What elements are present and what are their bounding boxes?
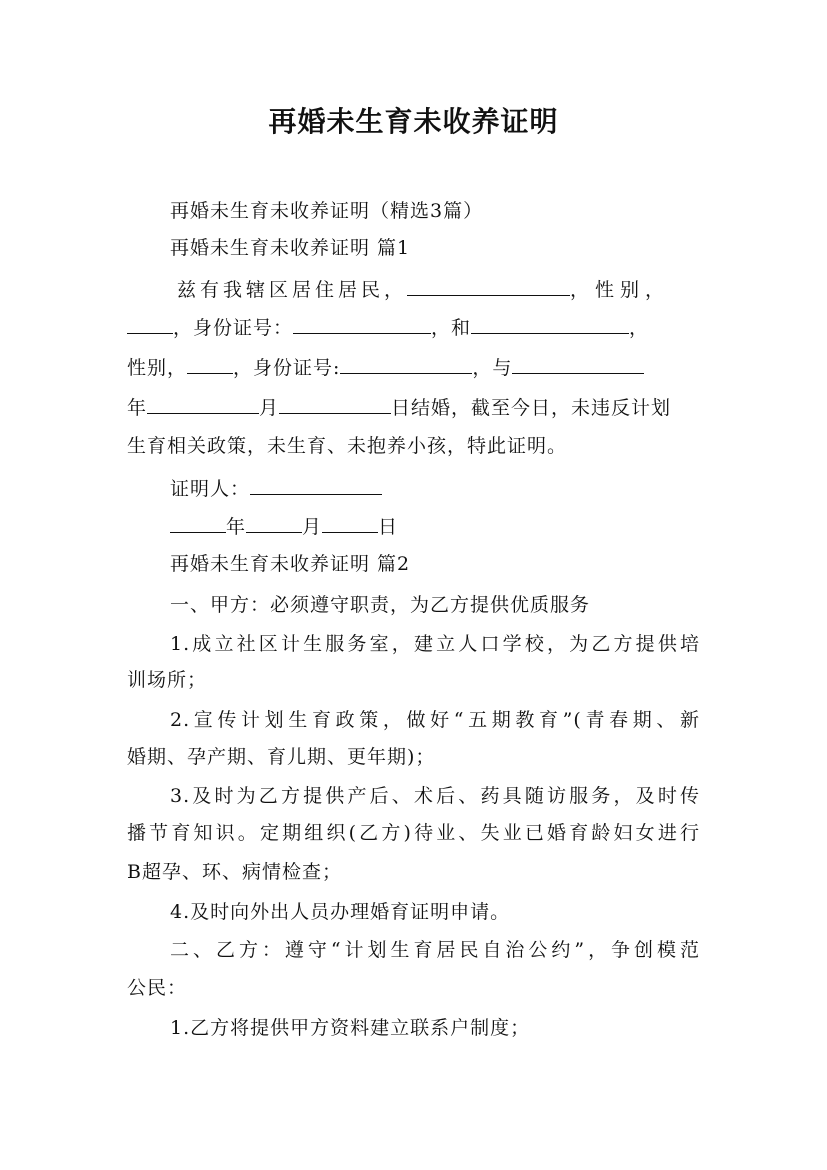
date-text: 日 <box>378 516 399 538</box>
fill-blank-id-number <box>340 351 472 374</box>
paragraph-line: 1.乙方将提供甲方资料建立联系户制度； <box>170 1017 531 1039</box>
paragraph-line <box>177 273 707 305</box>
paragraph-line: 二、乙方：遵守“计划生育居民自治公约”，争创模范 <box>170 939 700 961</box>
paragraph-line <box>127 351 707 383</box>
fill-blank-id-number <box>293 311 431 334</box>
fill-blank-day <box>322 510 378 533</box>
paragraph-line <box>127 391 707 423</box>
fill-blank-month <box>246 510 302 533</box>
fill-blank-gender <box>187 351 233 374</box>
fill-blank-gender <box>127 311 173 334</box>
paragraph-line: 训场所； <box>127 669 208 691</box>
date-line <box>170 510 710 542</box>
paragraph-line: B超孕、环、病情检查； <box>127 861 342 883</box>
fill-blank-year <box>512 351 644 374</box>
paragraph-text: 年 <box>127 397 148 419</box>
document-title: 再婚未生育未收养证明 <box>268 105 559 138</box>
paragraph-line: 3.及时为乙方提供产后、术后、药具随访服务，及时传 <box>170 785 700 807</box>
signature-label: 证明人： <box>170 478 251 500</box>
signature-line <box>170 472 710 504</box>
section-heading-2: 再婚未生育未收养证明 篇2 <box>170 553 411 575</box>
paragraph-text: ，和 <box>431 317 472 339</box>
paragraph-line: 公民： <box>127 977 188 999</box>
date-text: 年 <box>226 516 247 538</box>
date-text: 月 <box>302 516 323 538</box>
paragraph-text: ，身份证号: <box>233 357 341 379</box>
section-heading-1: 再婚未生育未收养证明 篇1 <box>170 237 411 259</box>
document-subtitle: 再婚未生育未收养证明（精选3篇） <box>170 200 484 222</box>
fill-blank-month <box>147 391 259 414</box>
paragraph-line: 一、甲方：必须遵守职责，为乙方提供优质服务 <box>170 594 591 616</box>
paragraph-line: 生育相关政策，未生育、未抱养小孩，特此证明。 <box>127 435 568 457</box>
fill-blank-day <box>279 391 391 414</box>
paragraph-text: 性别， <box>127 357 188 379</box>
paragraph-text: 日结婚，截至今日，未违反计划 <box>391 397 672 419</box>
fill-blank-signature <box>250 472 382 495</box>
fill-blank-year <box>170 510 226 533</box>
fill-blank-name <box>471 311 629 334</box>
paragraph-line: 婚期、孕产期、育儿期、更年期)； <box>127 746 436 768</box>
paragraph-text: 月 <box>259 397 280 419</box>
paragraph-text: ，身份证号： <box>173 317 294 339</box>
paragraph-line: 1.成立社区计生服务室，建立人口学校，为乙方提供培 <box>170 633 700 655</box>
fill-blank-name <box>407 273 570 296</box>
paragraph-text: ，与 <box>472 357 513 379</box>
paragraph-line <box>127 311 707 343</box>
paragraph-line: 4.及时向外出人员办理婚育证明申请。 <box>170 901 511 923</box>
paragraph-line: 播节育知识。定期组织(乙方)待业、失业已婚育龄妇女进行 <box>127 822 700 844</box>
paragraph-text: ， <box>629 317 650 339</box>
paragraph-text: ，性别， <box>570 279 671 301</box>
paragraph-line: 2.宣传计划生育政策，做好“五期教育”(青春期、新 <box>170 709 700 731</box>
paragraph-text: 兹有我辖区居住居民， <box>177 279 408 301</box>
